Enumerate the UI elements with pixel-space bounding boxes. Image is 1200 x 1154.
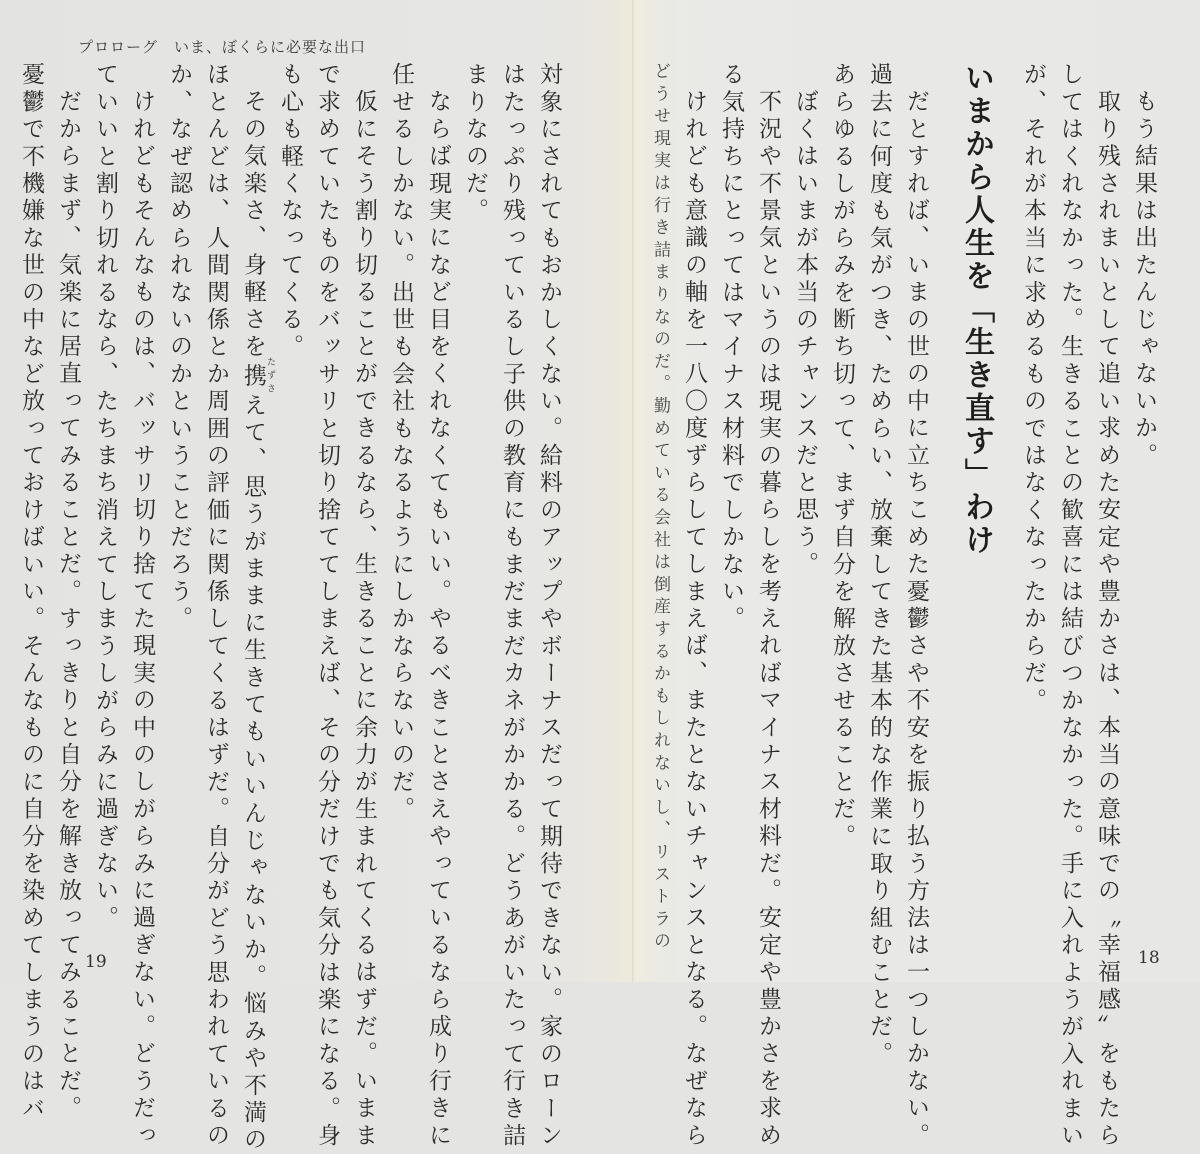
text-column: まりなのだ。 xyxy=(462,62,488,226)
text-column: 仮にそう割り切ることができるなら、生きることに余力が生まれてくるはずだ。いまま xyxy=(351,89,377,1150)
section-heading: いまから人生を「生き直す」わけ xyxy=(959,62,994,557)
text-column: だとすれば、いまの世の中に立ちこめた憂鬱さや不安を振り払う方法は一つしかない。 xyxy=(903,89,929,1150)
text-column: けれども意識の軸を一八〇度ずらしてしまえば、またとないチャンスとなる。なぜなら xyxy=(681,89,707,1150)
text-column-with-ruby: その気楽さ、身軽さを携 たずさえて、思うがままに生きてもいいんじゃないか。悩みや不満の xyxy=(240,89,275,1154)
text-column: 不況や不景気というのは現実の暮らしを考えればマイナス材料だ。安定や豊かさを求め xyxy=(755,89,781,1150)
text-column: で求めていたものをバッサリと切り捨ててしまえば、その分だけでも気分は楽になる。身 xyxy=(314,62,340,1150)
text-column: ほとんどは、人間関係とか周囲の評価に関係してくるはずだ。自分がどう思われているの xyxy=(203,62,229,1150)
running-head: プロローグ いま、ぼくらに必要な出口 xyxy=(78,38,367,56)
text-column: けれどもそんなものは、バッサリ切り捨てた現実の中のしがらみに過ぎない。どうだっ xyxy=(129,89,155,1150)
page-number-right: 18 xyxy=(1138,948,1160,968)
text-column: る気持ちにとってはマイナス材料でしかない。 xyxy=(718,62,744,634)
text-column: ぼくはいまが本当のチャンスだと思う。 xyxy=(792,89,818,579)
text-column: が、それが本当に求めるものではなくなったからだ。 xyxy=(1020,62,1046,715)
furigana: 携 たずさ xyxy=(240,357,275,397)
text-column: はたっぷり残っているし子供の教育にもまだまだカネがかかる。どうあがいたって行き詰 xyxy=(499,62,525,1150)
right-page xyxy=(636,0,1200,1150)
text-column: 対象にされてもおかしくない。給料のアップやボーナスだって期待できない。家のローン xyxy=(536,62,562,1150)
text-column: も心も軽くなってくる。 xyxy=(277,62,303,362)
text-column: 憂鬱で不機嫌な世の中など放っておけばいい。そんなものに自分を染めてしまうのはバ xyxy=(18,62,44,1123)
continuation-column: どうせ現実は行き詰まりなのだ。勤めている会社は倒産するかもしれないし、リストラの xyxy=(650,62,670,954)
text-column: だからまず、気楽に居直ってみることだ。すっきりと自分を解き放ってみることだ。 xyxy=(55,89,81,1123)
text-column: ならば現実になど目をくれなくてもいい。やるべきことさえやっているなら成り行きに xyxy=(425,89,451,1150)
text-column: ていいと割り切れるなら、たちまち消えてしまうしがらみに過ぎない。 xyxy=(92,62,118,933)
text-column: か、なぜ認められないのかということだろう。 xyxy=(166,62,192,634)
text-column: あらゆるしがらみを断ち切って、まず自分を解放させることだ。 xyxy=(829,62,855,851)
text-column: 任せるしかない。出世も会社もなるようにしかならないのだ。 xyxy=(388,62,414,824)
text-column: してはくれなかった。生きることの歓喜には結びつかなかった。手に入れようが入れまい xyxy=(1057,62,1083,1150)
page-number-left: 19 xyxy=(85,952,107,972)
text-column: もう結果は出たんじゃないか。 xyxy=(1131,89,1157,470)
text-column: 過去に何度も気がつき、ためらい、放棄してきた基本的な作業に取り組むことだ。 xyxy=(866,62,892,1069)
text-column: 取り残されまいとして追い求めた安定や豊かさは、本当の意味での〝幸福感〟をもたら xyxy=(1094,89,1120,1150)
